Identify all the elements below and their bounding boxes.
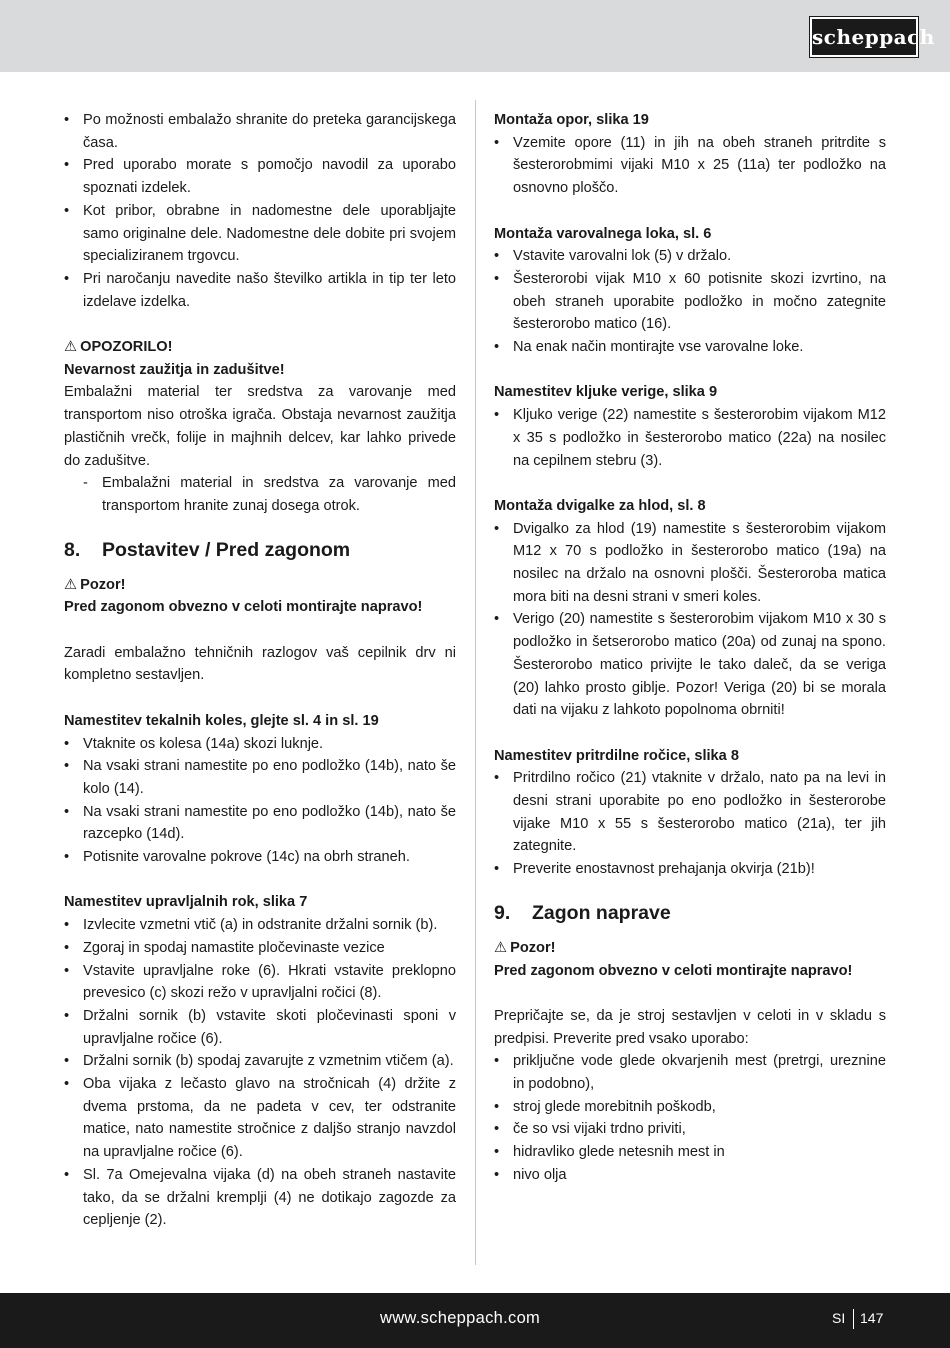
caution-text: Pred zagonom obvezno v celoti montirajte napravo! <box>64 599 423 616</box>
list-item: • Sl. 7a Omejevalna vijaka (d) na obeh straneh nastavite tako, da se držalni kremplji (4) ne dotikajo zagozde za cepljenje (2). <box>64 1166 456 1229</box>
list-item: • Šesterorobi vijak M10 x 60 potisnite skozi izvrtino, na obeh straneh uporabite podložko in močno zategnite šesterorobo matico (16). <box>494 270 886 333</box>
list-item: • Na vsaki strani namestite po eno podložko (14b), nato še kolo (14). <box>64 758 456 797</box>
list-item: • Potisnite varovalne pokrove (14c) na obrh straneh. <box>64 849 410 866</box>
list-item: • Oba vijaka z lečasto glavo na stročnicah (4) držite z dvema prstoma, da ne padeta v cev, ter odstranite matice, nato namestite stročnice z daljšo stranjo navzdol na upravljalne ročice (6). <box>64 1076 456 1161</box>
warning-triangle-icon: ⚠ <box>64 339 78 356</box>
caution-heading: ⚠ Pozor! <box>64 576 126 593</box>
warning-triangle-icon: ⚠ <box>64 576 78 593</box>
left-column <box>64 109 456 1232</box>
caution-text: Pred zagonom obvezno v celoti montirajte napravo! <box>494 962 853 979</box>
list-item: • Vstavite upravljalne roke (6). Hkrati vstavite preklopno prevesico (c) skozi režo v upravljalni ročici (8). <box>64 962 456 1002</box>
list-item: • če so vsi vijaki trdno priviti, <box>494 1121 686 1138</box>
page-number: 147 <box>860 1310 884 1326</box>
list-item: • hidravliko glede netesnih mest in <box>494 1144 725 1161</box>
lifter-heading: Montaža dvigalke za hlod, sl. 8 <box>494 497 706 514</box>
page-header <box>0 0 950 72</box>
section-8-heading: 8. Postavitev / Pred zagonom <box>64 538 351 561</box>
list-item: • nivo olja <box>494 1166 567 1183</box>
list-item: • Kljuko verige (22) namestite s šesterorobim vijakom M12 x 35 s podložko in šesterorobo matico (22a) na nosilec na cepilnem stebru (3). <box>494 407 886 469</box>
list-item: • priključne vode glede okvarjenih mest (pretrgi, ureznine in podobno), <box>494 1053 886 1093</box>
list-item: • Vtaknite os kolesa (14a) skozi luknje. <box>64 735 324 752</box>
lifter-list <box>494 518 886 722</box>
handles-heading: Namestitev upravljalnih rok, slika 7 <box>64 894 308 911</box>
website-link[interactable]: www.scheppach.com <box>380 1309 541 1327</box>
list-item: • Na enak način montirajte vse varovalne loke. <box>494 339 804 356</box>
list-item: • stroj glede morebitnih poškodb, <box>494 1098 716 1115</box>
list-item: • Na vsaki strani namestite po eno podložko (14b), nato še razcepko (14d). <box>64 803 456 843</box>
warning-triangle-icon: ⚠ <box>494 939 508 956</box>
intro-text: Zaradi embalažno tehničnih razlogov vaš cepilnik drv ni kompletno sestavljen. <box>64 644 456 684</box>
list-item: • Izvlecite vzmetni vtič (a) in odstranite držalni sornik (b). <box>64 917 438 934</box>
warning-heading: ⚠ OPOZORILO! <box>64 339 173 356</box>
handles-list <box>64 914 456 1232</box>
list-item: • Držalni sornik (b) spodaj zavarujte z vzmetnim vtičem (a). <box>64 1053 454 1070</box>
list-item: • Po možnosti embalažo shranite do preteka garancijskega časa. <box>64 112 456 151</box>
section-9-heading: 9. Zagon naprave <box>494 901 671 924</box>
right-column <box>494 109 886 1187</box>
guard-list <box>494 245 886 359</box>
list-item: • Preverite enostavnost prehajanja okvirja (21b)! <box>494 861 815 878</box>
list-item: - Embalažni material in sredstva za varovanje med transportom hranite zunaj dosega otrok. <box>83 475 456 514</box>
wheels-heading: Namestitev tekalnih koles, glejte sl. 4 in sl. 19 <box>64 712 379 729</box>
footer-separator <box>853 1309 854 1329</box>
supports-heading: Montaža opor, slika 19 <box>494 112 649 128</box>
bracket-list <box>494 767 886 881</box>
check-list <box>494 1050 886 1186</box>
supports-list <box>494 132 886 200</box>
list-item: • Kot pribor, obrabne in nadomestne dele uporabljajte samo originalne dele. Nadomestne dele dobite pri svojem specializiranem trgovcu. <box>64 202 456 265</box>
bracket-heading: Namestitev pritrdilne ročice, slika 8 <box>494 747 739 764</box>
list-item: • Držalni sornik (b) vstavite skoti pločevinasti sponi v upravljalne ročice (6). <box>64 1007 456 1047</box>
check-intro-text: Prepričajte se, da je stroj sestavljen v celoti in v skladu s predpisi. Preverite pred vsako uporabo: <box>494 1007 886 1047</box>
warning-text: Embalažni material ter sredstva za varovanje med transportom niso otroška igrača. Obstaja nevarnost zaužitja plastičnih vrečk, folije in majhnih delcev, kar lahko privede do zadušitve. <box>64 384 456 469</box>
warning-subtitle: Nevarnost zaužitja in zadušitve! <box>64 361 285 378</box>
column-divider <box>475 100 476 1265</box>
list-item: • Zgoraj in spodaj namastite pločevinaste vezice <box>64 939 385 956</box>
list-item: • Vstavite varovalni lok (5) v držalo. <box>494 248 732 265</box>
hook-list <box>494 404 886 472</box>
warning-dash-list <box>64 472 456 517</box>
list-item: • Pritrdilno ročico (21) vtaknite v držalo, nato pa na levi in desni strani uporabite po eno podložko in šesterorobe vijake M10 x 55 s šesterorobo matico (21a), ter jih zategnite. <box>494 770 886 855</box>
list-item: • Vzemite opore (11) in jih na obeh straneh pritrdite s šesterorobmimi vijaki M10 x 25 (11a) ter podložko na osnovno ploščo. <box>494 134 886 197</box>
guard-heading: Montaža varovalnega loka, sl. 6 <box>494 225 712 242</box>
page-footer <box>0 1293 950 1348</box>
list-item: • Dvigalko za hlod (19) namestite s šesterorobim vijakom M12 x 70 s podložko in šesterorobo matico (19a) na nosilec na držalo na osnovni plošči. Šesteroroba matica mora biti na desni strani v smeri koles. <box>494 520 886 605</box>
storage-bullet-list <box>64 109 456 313</box>
list-item: • Pri naročanju navedite našo številko artikla in tip ter leto izdelave izdelka. <box>64 270 456 310</box>
caution-heading: ⚠ Pozor! <box>494 939 556 956</box>
list-item: • Pred uporabo morate s pomočjo navodil za uporabo spoznati izdelek. <box>64 157 456 197</box>
wheels-list <box>64 733 456 869</box>
hook-heading: Namestitev kljuke verige, slika 9 <box>494 384 718 401</box>
list-item: • Verigo (20) namestite s šesterorobim vijakom M10 x 30 s podložko in šetserorobo matico (20a) od zunaj na spono. Šesterorobo matico privijte le tako daleč, da se veriga (20) lahko prosto giblje. Pozor! Veriga (20) bi se morala dati na vijaku z lahkoto popolnoma obrniti! <box>494 611 886 719</box>
language-code: SI <box>832 1310 846 1326</box>
scheppach-logo: scheppach <box>810 17 918 57</box>
